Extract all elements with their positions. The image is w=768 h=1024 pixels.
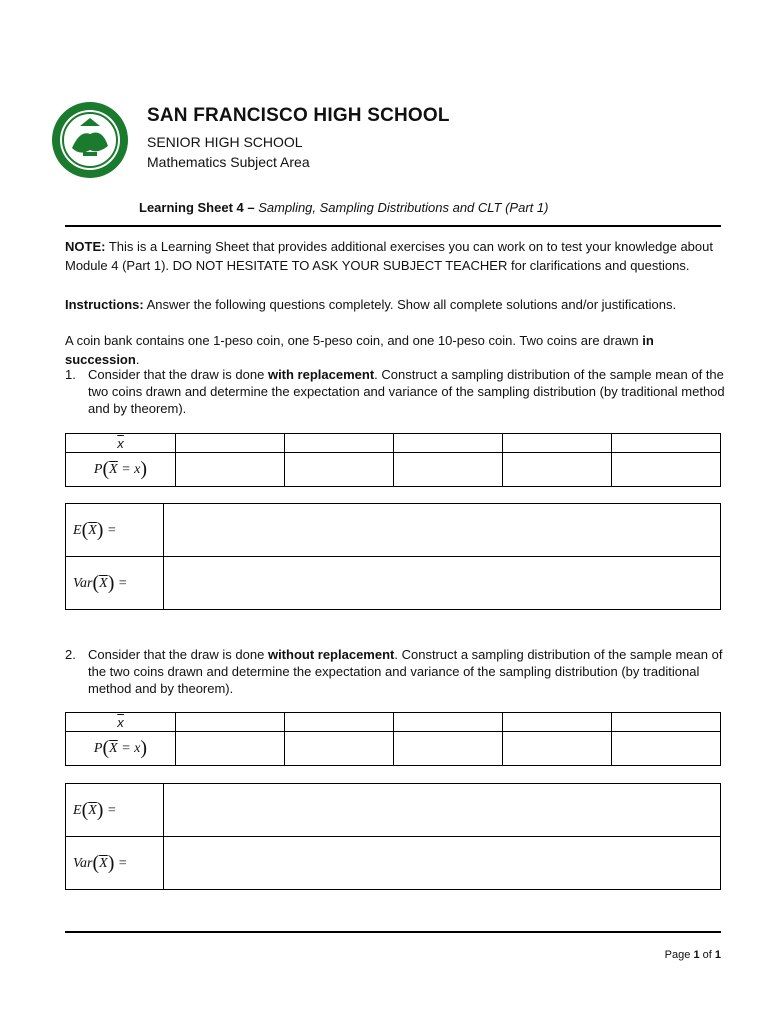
- question-number: 1.: [65, 367, 76, 382]
- table-cell[interactable]: [503, 453, 612, 487]
- variance-answer-cell[interactable]: [164, 837, 721, 890]
- question-number: 2.: [65, 647, 76, 662]
- question-2: 2. Consider that the draw is done without replacement. Construct a sampling distribution of the sample mean of the two coins drawn and determine the expectation and variance of the sampling distribution (by traditional method and by theorem).: [65, 647, 723, 696]
- sampling-distribution-table-2: [65, 712, 721, 766]
- question-emphasis: with replacement: [267, 367, 375, 382]
- sampling-distribution-table-1: [65, 433, 721, 487]
- variance-answer-cell[interactable]: [164, 557, 721, 610]
- variance-label: $Var(\overline{X})$ =: [66, 557, 164, 610]
- scenario-bold: in succession: [65, 333, 654, 367]
- table-cell[interactable]: [285, 713, 394, 732]
- expectation-answer-cell[interactable]: [164, 784, 721, 837]
- xbar-header: $\overline{x}$: [66, 434, 176, 453]
- scenario-paragraph: A coin bank contains one 1-peso coin, one 5-peso coin, and one 10-peso coin. Two coins are drawn in succession.: [65, 333, 654, 367]
- question-emphasis: without replacement: [267, 647, 395, 662]
- probability-header: $P(\overline{X} = x)$: [66, 732, 176, 766]
- table-cell[interactable]: [394, 732, 503, 766]
- sheet-title: [139, 200, 548, 215]
- subject-area: Mathematics Subject Area: [147, 154, 310, 170]
- probability-header: $P(\overline{X} = x)$: [66, 453, 176, 487]
- table-cell[interactable]: [503, 732, 612, 766]
- table-cell[interactable]: [612, 434, 721, 453]
- scenario-text: A coin bank contains one 1-peso coin, one 5-peso coin, and one 10-peso coin. Two coins are drawn: [65, 333, 639, 348]
- expectation-answer-cell[interactable]: [164, 504, 721, 557]
- table-cell[interactable]: [285, 434, 394, 453]
- school-name: SAN FRANCISCO HIGH SCHOOL: [147, 105, 450, 126]
- expectation-variance-table-2: [65, 783, 721, 890]
- table-cell[interactable]: [394, 434, 503, 453]
- instructions-paragraph: [65, 295, 725, 314]
- note-label: NOTE:: [65, 239, 106, 254]
- table-cell[interactable]: [394, 453, 503, 487]
- expectation-label: $E(\overline{X})$ =: [66, 784, 164, 837]
- instructions-label: Instructions:: [65, 297, 144, 312]
- header-rule: [65, 225, 721, 227]
- instructions-text: Answer the following questions completely. Show all complete solutions and/or justifications.: [146, 297, 677, 312]
- expectation-variance-table-1: [65, 503, 721, 610]
- school-seal-logo: [50, 100, 130, 180]
- table-cell[interactable]: [176, 732, 285, 766]
- table-cell[interactable]: [612, 713, 721, 732]
- division-name: SENIOR HIGH SCHOOL: [147, 134, 303, 150]
- table-cell[interactable]: [285, 453, 394, 487]
- footer-rule: [65, 931, 721, 933]
- table-cell[interactable]: [612, 453, 721, 487]
- question-1: 1. Consider that the draw is done with replacement. Construct a sampling distribution of the sample mean of the two coins drawn and determine the expectation and variance of the sampling distribution (by traditional method and by theorem).: [65, 367, 725, 416]
- expectation-label: $E(\overline{X})$ =: [66, 504, 164, 557]
- xbar-header: $\overline{x}$: [66, 713, 176, 732]
- sheet-title-bold: Learning Sheet 4 –: [139, 200, 255, 215]
- table-cell[interactable]: [176, 713, 285, 732]
- note-text: This is a Learning Sheet that provides additional exercises you can work on to test your knowledge about Module 4 (Part 1). DO NOT HESITATE TO ASK YOUR SUBJECT TEACHER for clarifications and questions.: [65, 239, 713, 273]
- table-cell[interactable]: [394, 713, 503, 732]
- note-paragraph: [65, 237, 725, 275]
- sheet-title-italic: Sampling, Sampling Distributions and CLT (Part 1): [258, 200, 549, 215]
- table-cell[interactable]: [612, 732, 721, 766]
- table-cell[interactable]: [503, 434, 612, 453]
- variance-label: $Var(\overline{X})$ =: [66, 837, 164, 890]
- table-cell[interactable]: [503, 713, 612, 732]
- table-cell[interactable]: [285, 732, 394, 766]
- table-cell[interactable]: [176, 434, 285, 453]
- page-number: Page 1 of 1: [664, 949, 721, 961]
- table-cell[interactable]: [176, 453, 285, 487]
